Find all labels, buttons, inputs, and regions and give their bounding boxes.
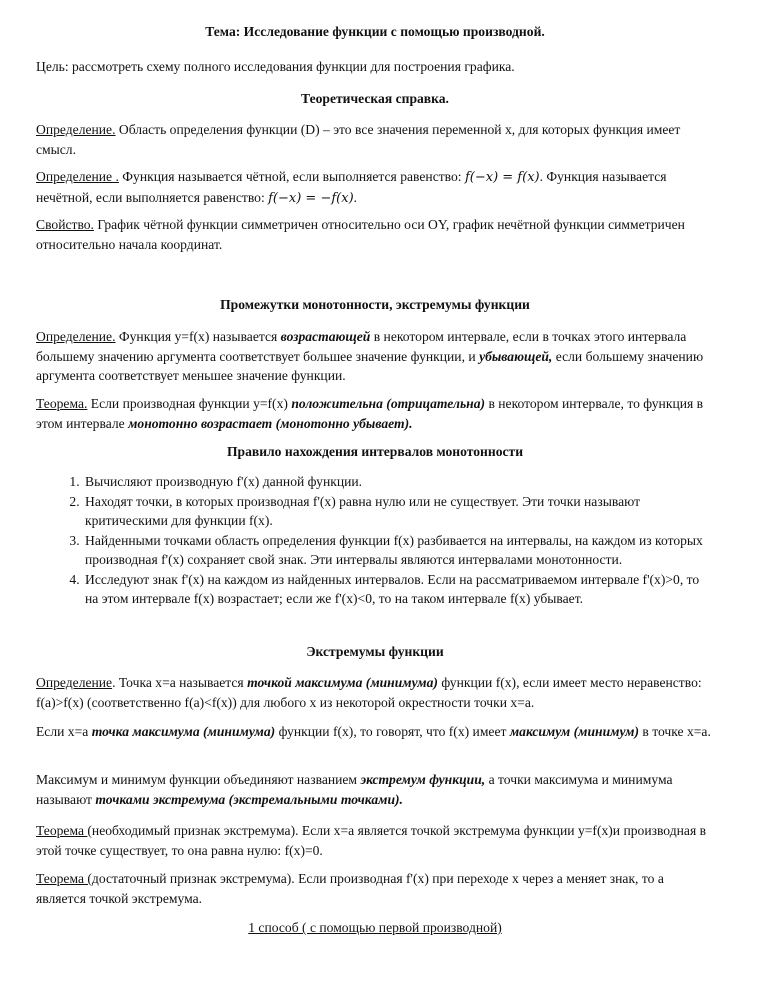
definition-parity — [36, 167, 714, 208]
definition-label: Определение . — [36, 169, 119, 184]
definition-monotonic — [36, 327, 714, 386]
property-paragraph — [36, 215, 714, 254]
paragraph-text: а точки максимума и минимума называют — [36, 772, 673, 807]
theorem-label: Теорема — [36, 823, 88, 838]
paragraph-text: Если x=a — [36, 724, 92, 739]
max-min-paragraph — [36, 770, 714, 809]
term-extremum-points: точками экстремума (экстремальными точками). — [95, 791, 403, 807]
list-item: 3. Найденными точками область определения функции f(x) разбивается на интервалы, на каждом из которых производная f'(x) сохраняет свой знак. Эти интервалы являются интервалами монотонности. — [83, 531, 714, 570]
theorem-necessary — [36, 821, 714, 860]
term-increasing: возрастающей — [280, 329, 371, 344]
list-item: 4. Исследуют знак f'(x) на каждом из найденных интервалов. Если на рассматриваемом интервале f'(x)>0, то на этом интервале f(x) возрастает; если же f'(x)<0, то на таком интервале f(x) убывает. — [83, 570, 714, 609]
list-item: 1. Вычисляют производную f'(x) данной функции. — [83, 472, 714, 492]
if-max-paragraph — [36, 722, 714, 742]
term-extremum: экстремум функции, — [360, 772, 486, 787]
formula-odd: f(−x) = −f(x) — [268, 190, 354, 206]
definition-label: Определение. — [36, 329, 116, 344]
theorem-monotonic — [36, 394, 714, 433]
term-max-point: точка максимума (минимума) — [91, 724, 276, 739]
term-decreasing: убывающей, — [479, 348, 553, 364]
paragraph-text: в точке x=a. — [639, 724, 711, 739]
method-heading: 1 способ ( с помощью первой производной) — [248, 920, 502, 935]
definition-label: Определение — [36, 675, 113, 690]
theorem-label: Теорема. — [36, 396, 88, 411]
theorem-sufficient — [36, 869, 714, 908]
paragraph-text: функции f(x), то говорят, что f(x) имеет — [275, 724, 510, 739]
term-monotonic: монотонно возрастает (монотонно убывает). — [128, 415, 413, 431]
definition-text: . Функция называется нечётной, если выполняется равенство: — [36, 169, 667, 205]
definition-text: если большему значению аргумента соответствует меньшее значение функции. — [36, 348, 704, 383]
definition-text: Функция y=f(x) называется — [115, 329, 281, 344]
property-label: Свойство. — [36, 217, 94, 232]
definition-label: Определение. — [36, 122, 116, 137]
theorem-text: в некотором интервале, то функция в этом интервале — [36, 396, 704, 431]
theorem-text: достаточный признак экстремума). Если производная f'(x) при переходе x через a меняет знак, то a является точкой экстремума. — [36, 871, 664, 906]
goal-text: Цель: рассмотреть схему полного исследования функции для построения графика. — [36, 59, 515, 74]
definition-extremum — [36, 673, 714, 712]
formula-even: f(−x) = f(x) — [464, 170, 540, 185]
definition-text: . — [353, 189, 358, 205]
theorem-text: (необходимый признак экстремума). Если x=a является точкой экстремума функции y=f(x)и производная в этой точке существует, то она равна нулю: f(x)=0. — [36, 823, 707, 858]
term-positive: положительна (отрицательна) — [291, 396, 486, 411]
list-item: 2. Находят точки, в которых производная f'(x) равна нулю или не существует. Эти точки называют критическими для функции f(x). — [83, 492, 714, 531]
rules-list — [36, 472, 714, 609]
definition-domain — [36, 120, 714, 159]
definition-text: функции f(x), если имеет место неравенство: f(a)>f(x) (соответственно f(a)<f(x)) для любого x из некоторой окрестности точки x=a. — [36, 675, 702, 710]
theorem-label: Теорема ( — [36, 871, 92, 886]
rule-heading: Правило нахождения интервалов монотонности — [226, 444, 524, 459]
term-max: максимум (минимум) — [509, 724, 639, 739]
definition-text: . Точка x=a называется — [112, 675, 248, 690]
property-text: График чётной функции симметричен относительно оси OY, график нечётной функции симметричен относительно начала координат. — [36, 217, 685, 252]
definition-text: Функция называется чётной, если выполняется равенство: — [118, 169, 465, 184]
term-max-point: точкой максимума (минимума) — [247, 675, 438, 690]
monotonic-heading: Промежутки монотонности, экстремумы функции — [220, 297, 530, 312]
definition-text: в некотором интервале, если в точках этого интервала большему значению аргумента соответствует большее значение функции, и — [36, 329, 687, 364]
definition-text: Область определения функции (D) – это все значения переменной x, для которых функция имеет смысл. — [36, 122, 681, 157]
extrema-heading: Экстремумы функции — [306, 644, 444, 659]
theory-heading: Теоретическая справка. — [301, 91, 449, 106]
paragraph-text: Максимум и минимум функции объединяют названием — [36, 772, 361, 787]
theorem-text: Если производная функции y=f(x) — [87, 396, 292, 411]
page-title: Тема: Исследование функции с помощью производной. — [205, 24, 545, 39]
